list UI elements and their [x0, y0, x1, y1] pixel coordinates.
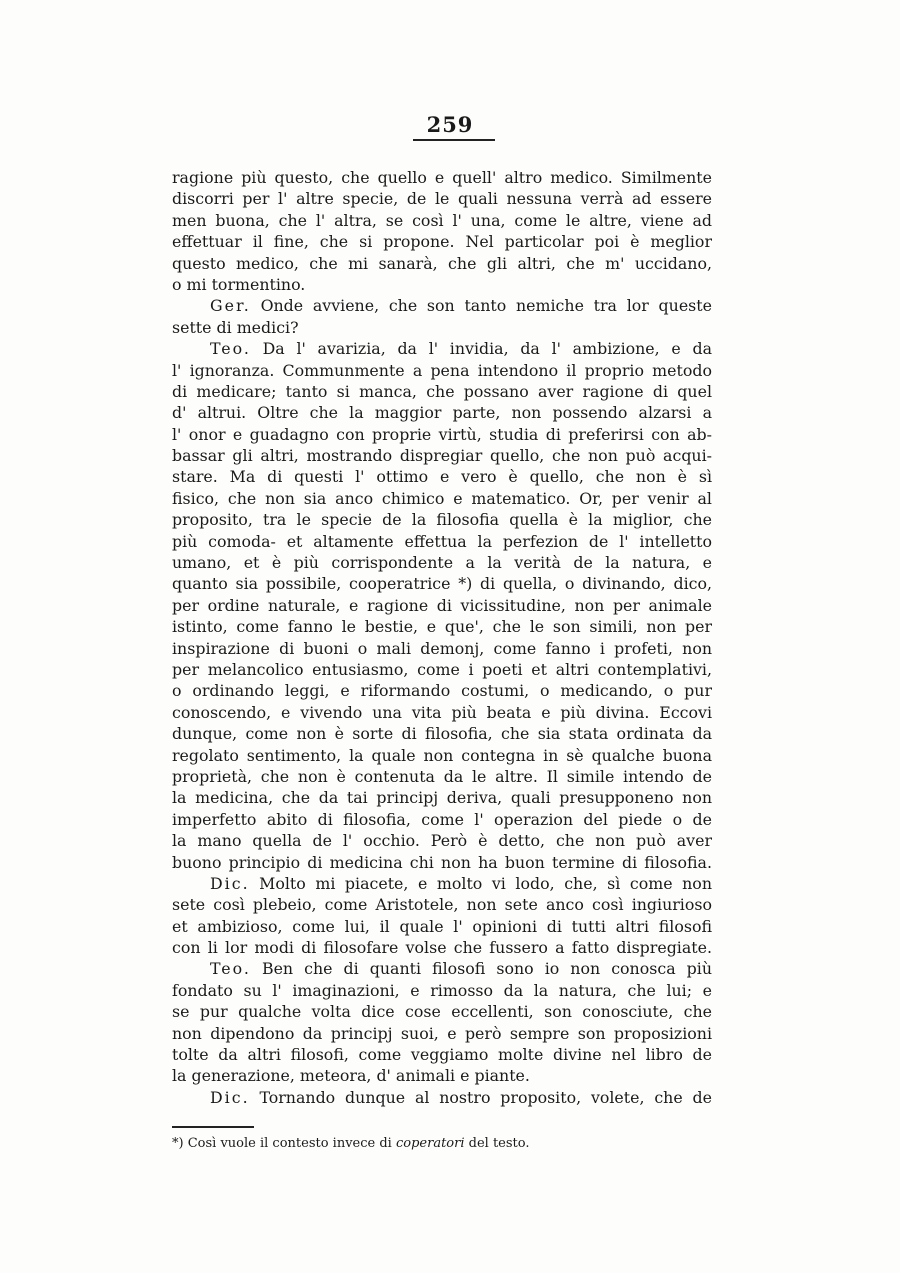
text-line [172, 231, 712, 252]
line-text: non dipendono da principj suoi, e però sempre son proposizioni [172, 1023, 712, 1043]
line-text: Ben che di quanti filosofi sono io non conosca più [261, 959, 712, 979]
text-line [172, 1001, 712, 1022]
line-text: per melancolico entusiasmo, come i poeti et altri contemplativi, [172, 659, 712, 679]
text-line [172, 424, 712, 445]
line-text: l' ignoranza. Communmente a pena intendono il proprio metodo [172, 360, 712, 380]
line-text: dunque, come non è sorte di filosofia, che sia stata ordinata da [172, 724, 712, 744]
text-line [172, 338, 712, 359]
text-line [172, 787, 712, 808]
speaker-label: Teo. [210, 339, 251, 359]
speaker-label: Teo. [210, 959, 251, 979]
text-line [172, 188, 712, 209]
speaker-label: Dic. [210, 1087, 250, 1107]
text-line [172, 766, 712, 787]
text-line [172, 638, 712, 659]
line-text: Onde avviene, che son tanto nemiche tra lor queste [260, 296, 712, 316]
text-line [172, 402, 712, 423]
line-text: l' onor e guadagno con proprie virtù, studia di preferirsi con ab- [172, 424, 712, 444]
line-text: quanto sia possibile, cooperatrice *) di quella, o divinando, dico, [172, 574, 712, 594]
text-line [172, 1087, 712, 1108]
line-text: bassar gli altri, mostrando dispregiar quello, che non può acqui- [172, 446, 712, 466]
text-line [172, 659, 712, 680]
line-text: questo medico, che mi sanarà, che gli altri, che m' uccidano, [172, 253, 712, 273]
text-line [172, 1023, 712, 1044]
text-line [172, 894, 712, 915]
line-text: buono principio di medicina chi non ha buon termine di filosofia. [172, 852, 712, 872]
line-text: fisico, che non sia anco chimico e matematico. Or, per venir al [172, 488, 712, 508]
line-text: Da l' avarizia, da l' invidia, da l' ambizione, e da [262, 339, 712, 359]
line-text: con li lor modi di filosofare volse che fussero a fatto dispregiate. [172, 938, 712, 958]
text-line [172, 466, 712, 487]
text-line [172, 253, 712, 274]
footnote-emphasis: coperatori [395, 1136, 465, 1151]
line-text: per ordine naturale, e ragione di vicissitudine, non per animale [172, 595, 712, 615]
line-text: o mi tormentino. [172, 274, 306, 294]
text-line [172, 958, 712, 979]
line-text: più comoda- et altamente effettua la perfezion de l' intelletto [172, 531, 712, 551]
text-line [172, 509, 712, 530]
line-text: men buona, che l' altra, se così l' una, come le altre, viene ad [172, 210, 712, 230]
footnote-marker: *) [172, 1136, 184, 1151]
text-line [172, 852, 712, 873]
text-line [172, 937, 712, 958]
line-text: discorri per l' altre specie, de le quali nessuna verrà ad essere [172, 189, 712, 209]
line-text: Molto mi piacete, e molto vi lodo, che, sì come non [259, 873, 712, 893]
line-text: ragione più questo, che quello e quell' altro medico. Similmente [172, 168, 712, 187]
line-text: istinto, come fanno le bestie, e que', che le son simili, non per [172, 617, 712, 637]
line-text: la mano quella de l' occhio. Però è detto, che non può aver [172, 831, 712, 851]
header-rule [413, 139, 495, 141]
text-line [172, 702, 712, 723]
text-line [172, 916, 712, 937]
line-text: se pur qualche volta dice cose eccellenti, son conosciute, che [172, 1002, 712, 1022]
text-line [172, 317, 712, 338]
line-text: umano, et è più corrispondente a la verità de la natura, e [172, 553, 712, 573]
line-text: la medicina, che da tai principj deriva, quali presupponeno non [172, 788, 712, 808]
line-text: sete così plebeio, come Aristotele, non sete anco così ingiurioso [172, 895, 712, 915]
page-number: 259 [426, 112, 474, 137]
text-line [172, 360, 712, 381]
text-line [172, 295, 712, 316]
text-line [172, 723, 712, 744]
line-text: tolte da altri filosofi, come veggiamo molte divine nel libro de [172, 1045, 712, 1065]
text-line [172, 210, 712, 231]
text-line [172, 573, 712, 594]
line-text: di medicare; tanto si manca, che possano aver ragione di quel [172, 381, 712, 401]
line-text: effettuar il fine, che si propone. Nel particolar poi è meglior [172, 232, 712, 252]
text-line [172, 552, 712, 573]
line-text: inspirazione di buoni o mali demonj, come fanno i profeti, non [172, 638, 712, 658]
line-text: regolato sentimento, la quale non contegna in sè qualche buona [172, 745, 712, 765]
text-line [172, 531, 712, 552]
text-line [172, 381, 712, 402]
speaker-label: Ger. [210, 296, 251, 316]
text-line [172, 1044, 712, 1065]
text-line [172, 1065, 712, 1086]
text-line [172, 616, 712, 637]
footnote-text-after: del testo. [468, 1136, 530, 1151]
text-line [172, 980, 712, 1001]
footnote-rule [172, 1126, 254, 1128]
line-text: o ordinando leggi, e riformando costumi, o medicando, o pur [172, 681, 712, 701]
line-text: et ambizioso, come lui, il quale l' opinioni di tutti altri filosofi [172, 916, 712, 936]
footnote-text-before: Così vuole il contesto invece di [187, 1136, 392, 1151]
line-text: stare. Ma di questi l' ottimo e vero è quello, che non è sì [172, 467, 712, 487]
text-line [172, 745, 712, 766]
text-line [172, 445, 712, 466]
line-text: fondato su l' imaginazioni, e rimosso da la natura, che lui; e [172, 980, 712, 1000]
line-text: imperfetto abito di filosofia, come l' operazion del piede o de [172, 809, 712, 829]
line-text: proposito, tra le specie de la filosofia quella è la miglior, che [172, 510, 712, 530]
body-text [172, 167, 712, 1108]
text-line [172, 274, 712, 295]
footnote [172, 1135, 712, 1153]
line-text: Tornando dunque al nostro proposito, volete, che de [259, 1087, 712, 1107]
line-text: proprietà, che non è contenuta da le altre. Il simile intendo de [172, 766, 712, 786]
line-text: d' altrui. Oltre che la maggior parte, non possendo alzarsi a [172, 403, 712, 423]
line-text: la generazione, meteora, d' animali e piante. [172, 1066, 530, 1086]
speaker-label: Dic. [210, 873, 250, 893]
text-line [172, 809, 712, 830]
text-line [172, 167, 712, 188]
text-line [172, 488, 712, 509]
text-line [172, 873, 712, 894]
text-line [172, 680, 712, 701]
line-text: conoscendo, e vivendo una vita più beata e più divina. Eccovi [172, 702, 712, 722]
text-line [172, 595, 712, 616]
text-line [172, 830, 712, 851]
line-text: sette di medici? [172, 317, 299, 337]
